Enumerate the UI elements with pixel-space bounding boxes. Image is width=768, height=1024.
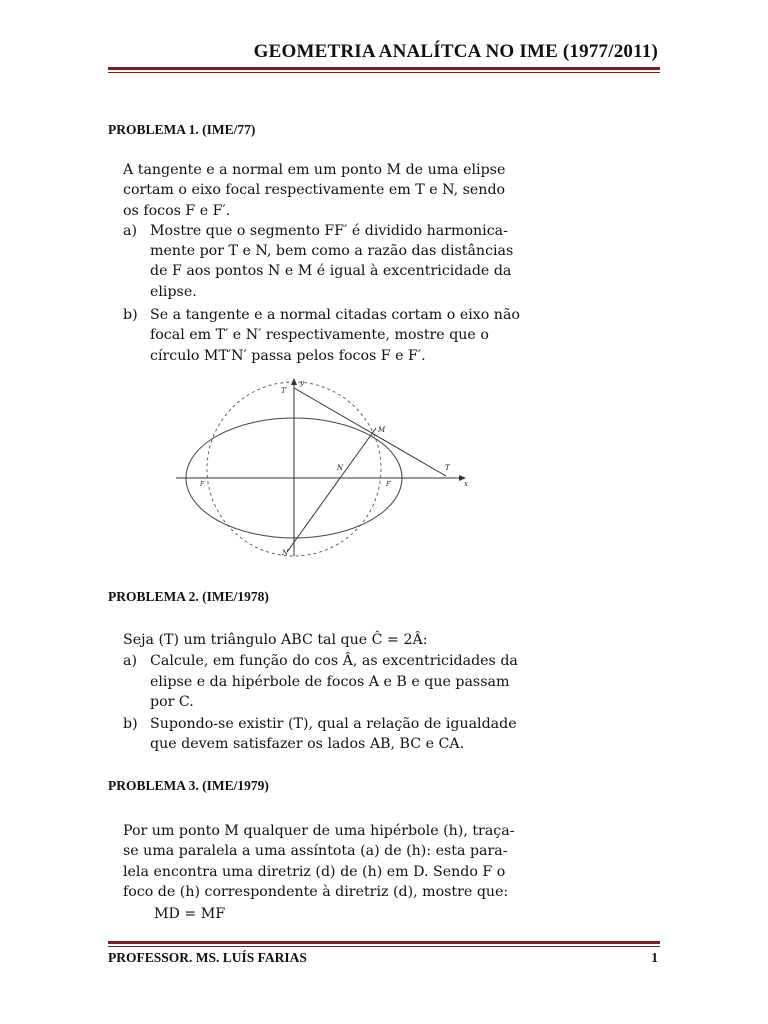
statement-line: cortam o eixo focal respectivamente em T e N, sendo <box>123 182 506 199</box>
item-line: mente por T e N, bem como a razão das distâncias <box>150 243 514 260</box>
statement-line: se uma paralela a uma assíntota (a) de (h): esta para- <box>123 843 508 860</box>
footer-author: PROFESSOR. MS. LUÍS FARIAS <box>108 950 307 965</box>
problem-3-statement <box>123 821 543 924</box>
item-line: por C. <box>150 693 194 710</box>
label-n: N <box>337 464 344 472</box>
item-line: focal em T′ e N′ respectivamente, mostre que o <box>150 327 489 344</box>
item-line: elipse e da hipérbole de focos A e B e que passam <box>150 673 510 690</box>
statement-line: lela encontra uma diretriz (d) de (h) em D. Sendo F o <box>123 863 506 880</box>
item-label: b) <box>123 307 138 324</box>
label-f-prime: F′ <box>386 481 392 488</box>
equation: MD = MF <box>154 906 226 923</box>
statement-line: A tangente e a normal em um ponto M de uma elipse <box>123 162 506 178</box>
label-t-prime: T′ <box>281 387 288 395</box>
tangent-line <box>294 388 446 476</box>
label-y: y <box>300 379 304 387</box>
item-line: Supondo-se existir (T), qual a relação de igualdade <box>150 716 517 733</box>
page-number: 1 <box>651 950 658 965</box>
label-t: T <box>445 464 450 472</box>
item-label: a) <box>123 653 137 670</box>
ellipse-figure <box>170 370 480 570</box>
item-line: Mostre que o segmento FF′ é dividido harmonica- <box>150 222 508 239</box>
item-b <box>123 714 543 755</box>
label-n-prime: N′ <box>282 549 290 557</box>
item-a <box>123 651 543 712</box>
statement-line: Seja (T) um triângulo ABC tal que Ĉ = 2Â: <box>123 632 428 648</box>
normal-line <box>287 428 376 552</box>
page-header-title: GEOMETRIA ANALÍTCA NO IME (1977/2011) <box>253 41 658 62</box>
item-line: círculo MT′N′ passa pelos focos F e F′. <box>150 347 426 364</box>
item-label: b) <box>123 716 138 733</box>
item-line: Calcule, em função do cos Â, as excentricidades da <box>150 653 518 670</box>
problem-2-heading: PROBLEMA 2. (IME/1978) <box>108 589 269 604</box>
problem-1-heading: PROBLEMA 1. (IME/77) <box>108 122 256 137</box>
footer-rule <box>108 941 660 947</box>
label-m: M <box>378 426 386 434</box>
item-line: elipse. <box>150 283 197 300</box>
y-axis-arrow <box>291 378 297 385</box>
problem-2-statement <box>123 630 543 755</box>
item-b <box>123 305 543 366</box>
item-a <box>123 221 543 302</box>
problem-1-statement <box>123 160 543 366</box>
label-x: x <box>464 480 468 488</box>
label-f: F <box>200 481 205 488</box>
item-line: de F aos pontos N e M é igual à excentricidade da <box>150 263 512 280</box>
item-line: Se a tangente e a normal citadas cortam o eixo não <box>150 307 520 324</box>
item-label: a) <box>123 222 137 239</box>
header-rule <box>108 67 660 73</box>
statement-line: os focos F e F′. <box>123 202 231 219</box>
statement-line: foco de (h) correspondente à diretriz (d), mostre que: <box>123 883 509 900</box>
statement-line: Por um ponto M qualquer de uma hipérbole (h), traça- <box>123 823 515 839</box>
problem-3-heading: PROBLEMA 3. (IME/1979) <box>108 778 269 793</box>
item-line: que devem satisfazer os lados AB, BC e CA. <box>150 736 465 753</box>
